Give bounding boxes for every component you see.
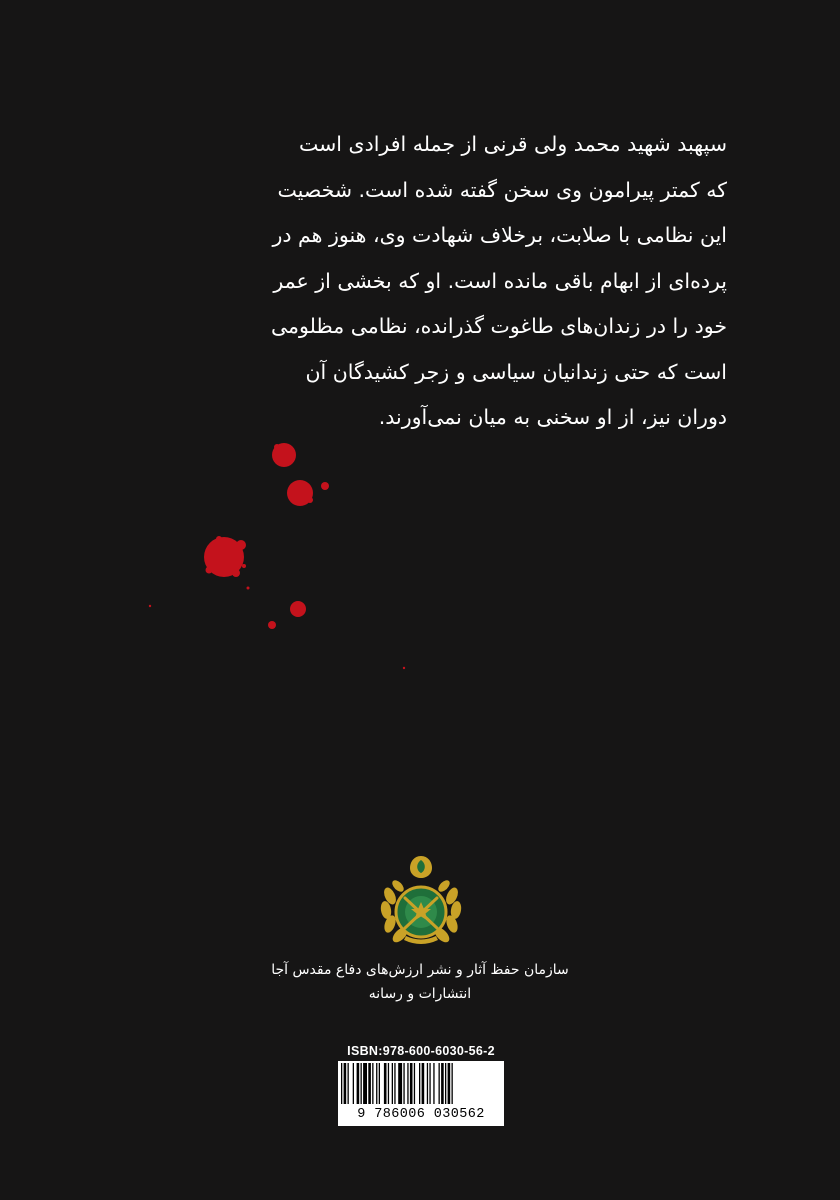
synopsis-line: دوران نیز، از او سخنی به میان نمی‌آورند. bbox=[378, 405, 727, 429]
synopsis-line: این نظامی با صلابت، برخلاف شهادت وی، هنوز هم در bbox=[272, 223, 727, 247]
synopsis-line: سپهبد شهید محمد ولی قرنی از جمله افرادی است bbox=[299, 132, 727, 156]
synopsis-line: است که حتی زندانیان سیاسی و زجر کشیدگان آن bbox=[305, 359, 727, 384]
blood-drop bbox=[290, 601, 306, 617]
publisher-division: انتشارات و رسانه bbox=[368, 986, 472, 1002]
army-emblem-icon bbox=[376, 852, 466, 950]
publisher-name: سازمان حفظ آثار و نشر ارزش‌های دفاع مقدس آجا bbox=[271, 962, 569, 978]
synopsis-line: پرده‌ای از ابهام باقی مانده است. او که بخشی از عمر bbox=[273, 268, 727, 293]
synopsis-line: که کمتر پیرامون وی سخن گفته شده است. شخصیت bbox=[277, 177, 727, 202]
barcode-digits: 9 786006 030562 bbox=[338, 1104, 504, 1126]
publisher-block bbox=[200, 958, 640, 1006]
isbn-label: ISBN:978-600-6030-56-2 bbox=[347, 1044, 495, 1058]
synopsis-line: خود را در زندان‌های طاغوت گذرانده، نظامی مظلومی bbox=[270, 314, 727, 338]
